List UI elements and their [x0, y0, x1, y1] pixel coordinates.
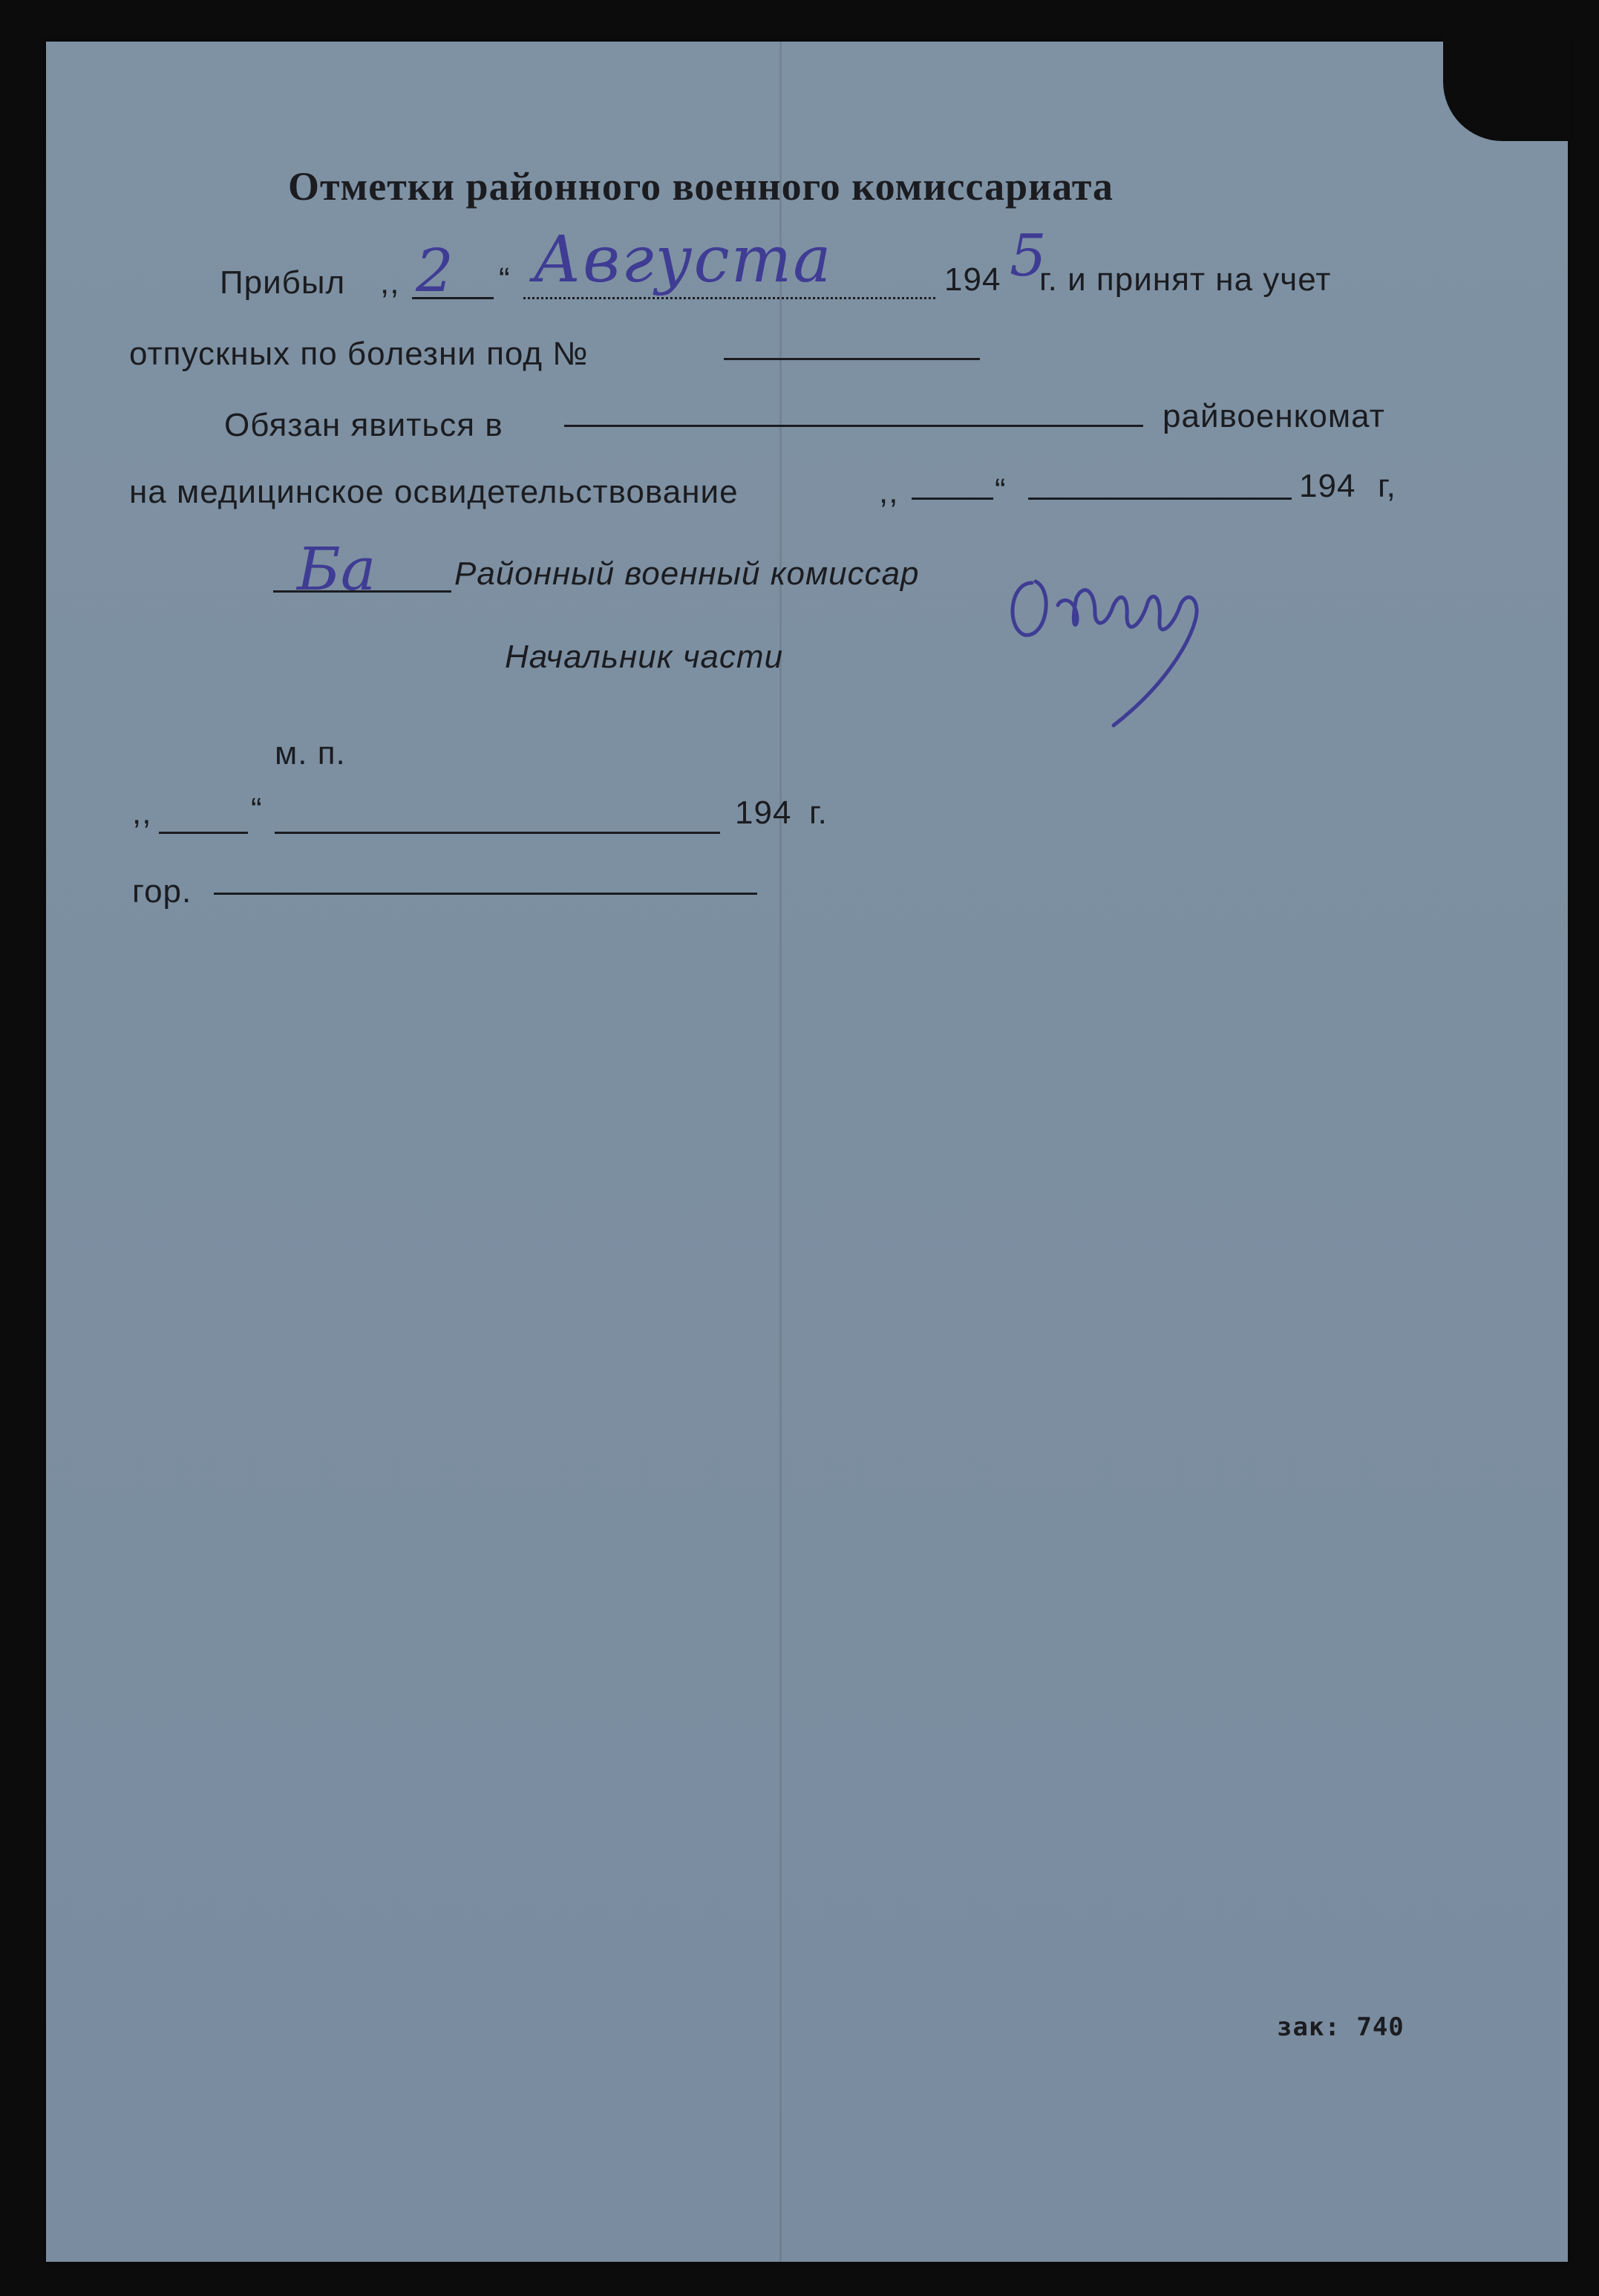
- sick-leave-number-line: [724, 358, 980, 360]
- document-sheet: [46, 42, 1568, 2262]
- date-year: 194: [735, 795, 792, 831]
- exam-close-quote: “: [995, 472, 1007, 509]
- exam-day-line: [912, 498, 993, 500]
- handwritten-month: Августа: [533, 223, 833, 297]
- commissar-signature-mark: [1002, 553, 1225, 731]
- month-blank-line: [523, 297, 935, 299]
- exam-month-line: [1028, 498, 1292, 500]
- city-line: [214, 893, 757, 895]
- handwritten-day: 2: [416, 236, 454, 305]
- print-order-code: зак: 740: [1277, 2012, 1405, 2042]
- sick-leave-label: отпускных по болезни под №: [129, 336, 589, 372]
- year-prefix: 194: [944, 261, 1001, 298]
- registered-text: г. и принят на учет: [1039, 261, 1332, 298]
- document-title: Отметки районного военного комиссариата: [288, 164, 1114, 209]
- exam-year-suffix: г,: [1378, 468, 1396, 504]
- city-label: гор.: [132, 873, 192, 910]
- medical-exam-label: на медицинское освидетельствование: [129, 474, 739, 510]
- handwritten-acting-mark: Ба: [297, 535, 376, 604]
- arrived-label: Прибыл: [220, 264, 346, 301]
- district-office-label: райвоенкомат: [1163, 398, 1385, 434]
- torn-corner: [1443, 30, 1569, 141]
- exam-year: 194: [1299, 468, 1356, 504]
- date-month-line: [275, 832, 720, 834]
- date-suffix: г.: [809, 795, 828, 831]
- stamp-place-label: м. п.: [275, 735, 346, 772]
- paper-fold-line: [779, 42, 782, 2262]
- handwritten-year-digit: 5: [1010, 223, 1047, 290]
- date-day-line: [159, 832, 248, 834]
- commissar-label: Районный военный комиссар: [454, 555, 920, 592]
- report-to-label: Обязан явиться в: [224, 407, 503, 443]
- date-close-quote: “: [251, 792, 263, 828]
- day-close-quote: “: [499, 261, 511, 298]
- date-open-quote: ,,: [132, 795, 152, 831]
- day-open-quote: ,,: [380, 264, 400, 301]
- exam-open-quote: ,,: [879, 474, 899, 510]
- district-office-line: [564, 425, 1143, 427]
- chief-label: Начальник части: [505, 639, 784, 675]
